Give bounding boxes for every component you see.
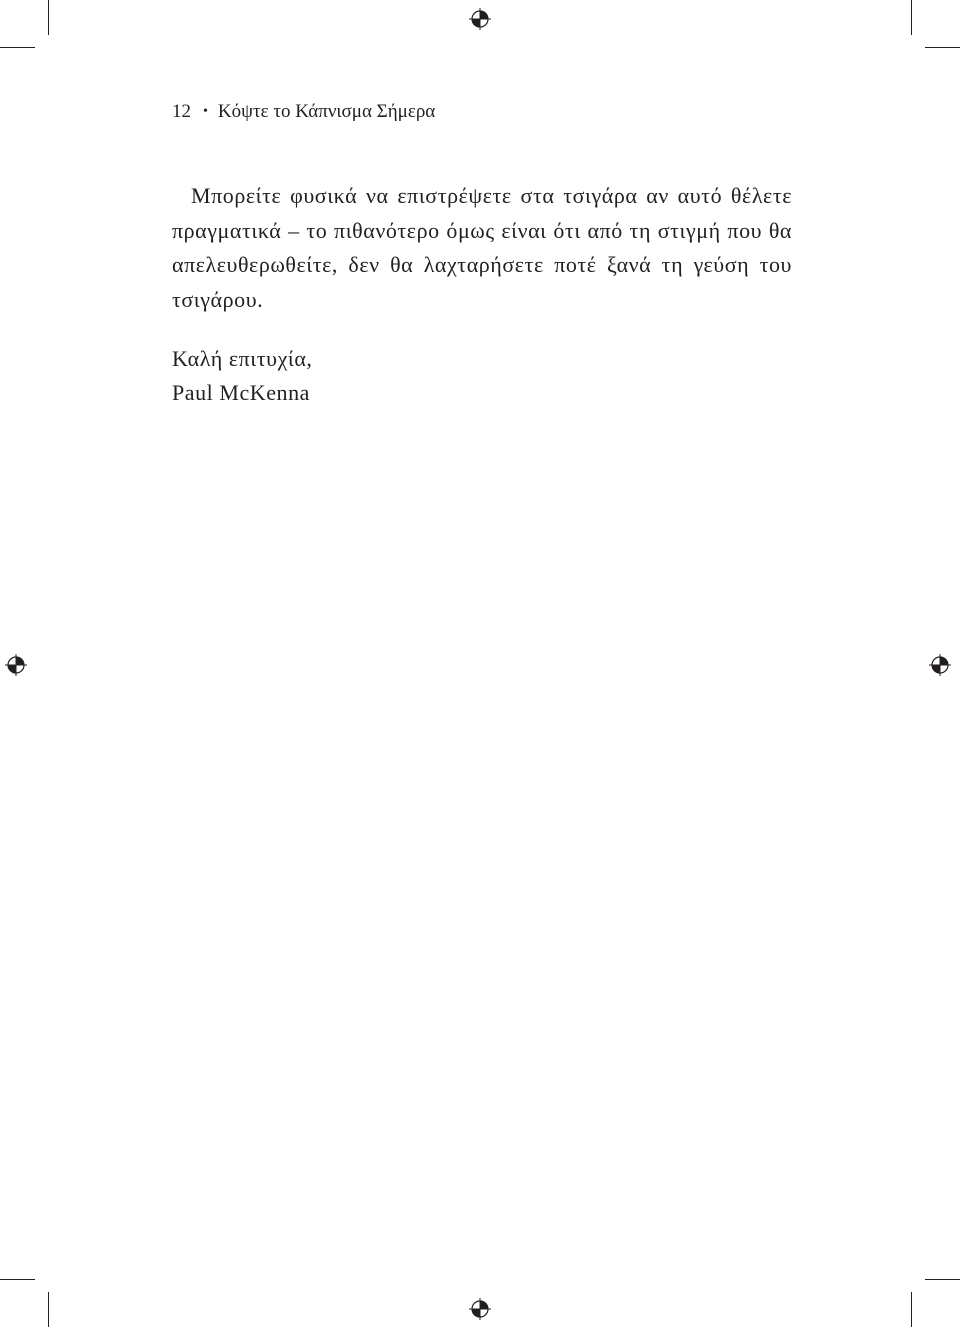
signature: Paul McKenna bbox=[172, 380, 310, 405]
crop-mark-bottom-left-horizontal bbox=[0, 1279, 35, 1280]
body-paragraph: Μπορείτε φυσικά να επιστρέψετε στα τσιγάρα αν αυτό θέλετε πραγματικά – το πιθανότερο όμως είναι ότι από τη στιγμή που θα απελευθερωθείτε, δεν θα λαχταρήσετε ποτέ ξανά τη γεύση του τσιγάρου. bbox=[172, 183, 792, 312]
registration-mark-left-icon bbox=[5, 654, 27, 676]
crop-mark-top-right-horizontal bbox=[925, 47, 960, 48]
crop-mark-top-left-horizontal bbox=[0, 47, 35, 48]
closing-block bbox=[172, 342, 312, 410]
crop-mark-bottom-left-vertical bbox=[48, 1292, 49, 1327]
registration-mark-right-icon bbox=[929, 654, 951, 676]
header-separator: • bbox=[203, 104, 208, 119]
registration-mark-bottom-icon bbox=[469, 1298, 491, 1320]
crop-mark-bottom-right-horizontal bbox=[925, 1279, 960, 1280]
running-title: Κόψτε το Κάπνισμα Σήμερα bbox=[217, 101, 436, 122]
registration-mark-top-icon bbox=[469, 8, 491, 30]
page-number: 12 bbox=[172, 101, 191, 122]
running-header bbox=[172, 99, 435, 127]
crop-mark-top-left-vertical bbox=[48, 0, 49, 35]
crop-mark-top-right-vertical bbox=[911, 0, 912, 35]
body-text bbox=[172, 179, 792, 317]
crop-mark-bottom-right-vertical bbox=[911, 1292, 912, 1327]
salutation: Καλή επιτυχία, bbox=[172, 346, 313, 371]
